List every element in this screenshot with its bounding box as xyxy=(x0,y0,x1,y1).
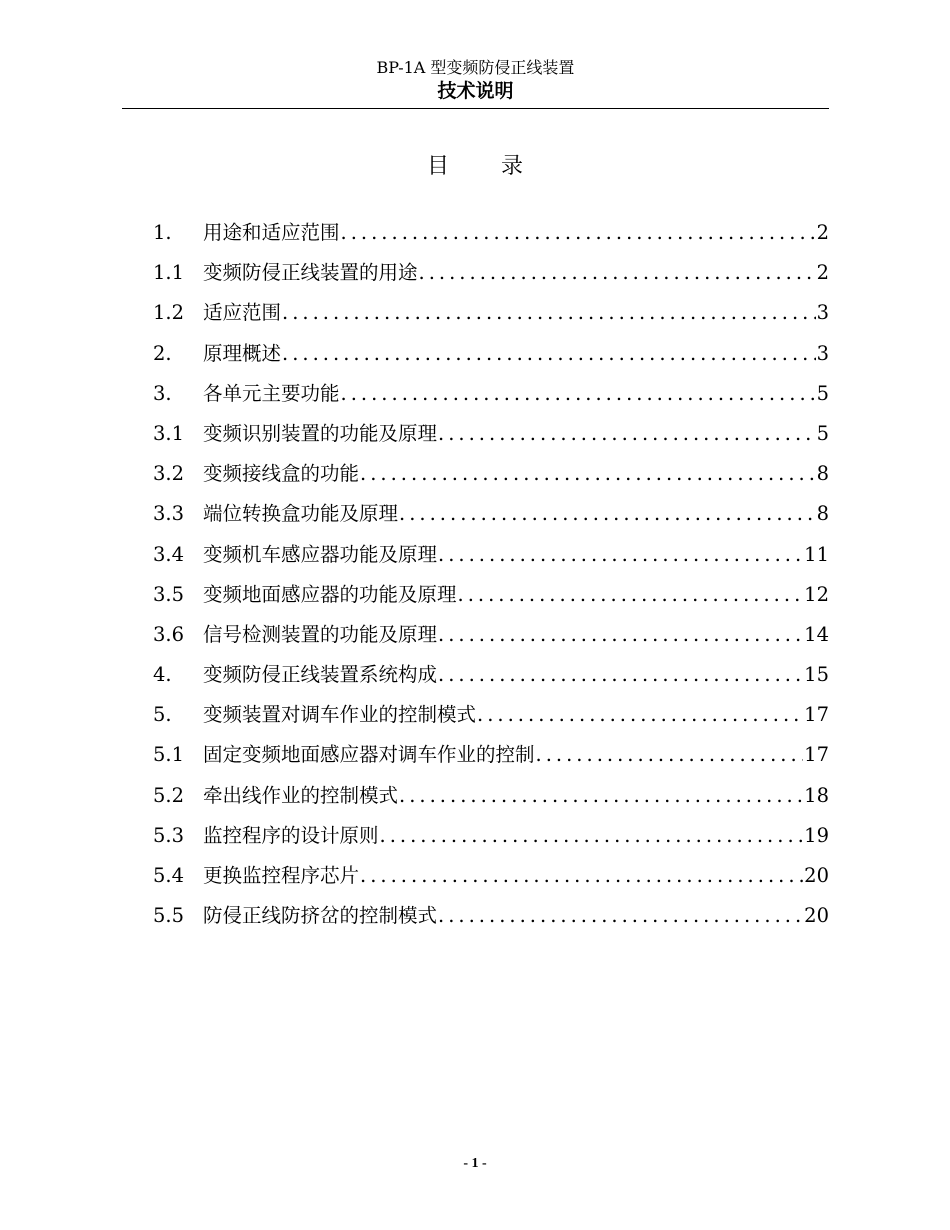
toc-entry-title: 更换监控程序芯片 xyxy=(203,864,360,887)
toc-entry-title: 变频接线盒的功能 xyxy=(203,462,360,486)
toc-dot-leader xyxy=(438,896,803,936)
toc-heading-part2: 录 xyxy=(501,154,524,179)
toc-entry-title: 各单元主要功能 xyxy=(203,381,340,405)
toc-entry[interactable] xyxy=(153,655,829,695)
header-title: 技术说明 xyxy=(437,80,514,102)
toc-entry[interactable] xyxy=(153,575,829,615)
toc-entry-page: 19 xyxy=(804,823,829,847)
toc-entry[interactable] xyxy=(153,494,829,534)
toc-entry[interactable] xyxy=(153,735,829,775)
toc-dot-leader xyxy=(438,414,816,454)
toc-heading xyxy=(0,152,950,182)
toc-entry-title: 变频防侵正线装置的用途 xyxy=(203,261,418,285)
toc-entry[interactable] xyxy=(153,334,829,374)
toc-entry-number: 5.5 xyxy=(153,904,185,928)
page-header xyxy=(122,58,829,104)
toc-entry-page: 17 xyxy=(804,743,829,767)
toc-entry-title: 变频地面感应器的功能及原理 xyxy=(203,582,457,606)
header-subtitle: BP-1A 型变频防侵正线装置 xyxy=(376,58,575,77)
toc-entry-title: 固定变频地面感应器对调车作业的控制 xyxy=(203,743,535,767)
toc-entry-number: 3.6 xyxy=(153,622,185,646)
toc-entry-page: 20 xyxy=(804,864,829,887)
toc-entry[interactable] xyxy=(153,776,829,816)
toc-entry-number: 1.2 xyxy=(153,301,185,325)
toc-entry-number: 2. xyxy=(153,341,172,365)
toc-entry-number: 1.1 xyxy=(153,261,185,285)
toc-dot-leader xyxy=(399,776,803,816)
toc-entry[interactable] xyxy=(153,253,829,293)
toc-entry[interactable] xyxy=(153,213,829,253)
toc-entry[interactable] xyxy=(153,816,829,856)
toc-entry-number: 5.3 xyxy=(153,823,185,847)
toc-entry-number: 1. xyxy=(153,221,172,244)
toc-entry[interactable] xyxy=(153,856,829,896)
toc-dot-leader xyxy=(419,253,816,293)
toc-dot-leader xyxy=(282,293,816,333)
toc-entry-page: 18 xyxy=(804,783,829,807)
toc-dot-leader xyxy=(458,575,804,615)
toc-entry[interactable] xyxy=(153,535,829,575)
toc-entry-number: 3.3 xyxy=(153,502,185,526)
toc-entry-number: 3. xyxy=(153,381,172,405)
toc-entry-title: 原理概述 xyxy=(203,341,282,365)
toc-dot-leader xyxy=(360,454,816,494)
toc-entry-page: 14 xyxy=(804,622,829,646)
toc-entry-number: 5.4 xyxy=(153,864,185,887)
toc-entry-number: 5.2 xyxy=(153,783,185,807)
toc-dot-leader xyxy=(282,334,816,374)
toc-dot-leader xyxy=(536,735,804,775)
toc-entry-number: 3.4 xyxy=(153,542,185,566)
toc-entry-page: 2 xyxy=(816,221,829,244)
toc-entry-title: 变频防侵正线装置系统构成 xyxy=(203,663,438,687)
toc-entry-title: 牵出线作业的控制模式 xyxy=(203,783,399,807)
page-number: - 1 - xyxy=(463,1156,487,1171)
toc-entry-page: 3 xyxy=(816,341,829,365)
toc-entry-number: 5. xyxy=(153,703,172,727)
toc-dot-leader xyxy=(438,615,803,655)
toc-entry-title: 用途和适应范围 xyxy=(203,221,340,244)
toc-entry[interactable] xyxy=(153,896,829,936)
toc-entry-title: 信号检测装置的功能及原理 xyxy=(203,622,438,646)
toc-entry-page: 5 xyxy=(816,381,829,405)
toc-dot-leader xyxy=(477,695,803,735)
toc-entry-page: 15 xyxy=(804,663,829,687)
toc-entry-number: 3.2 xyxy=(153,462,185,486)
toc-dot-leader xyxy=(341,213,816,253)
toc-entry-number: 5.1 xyxy=(153,743,185,767)
toc-dot-leader xyxy=(341,374,816,414)
toc-entry-page: 3 xyxy=(816,301,829,325)
toc-entry[interactable] xyxy=(153,695,829,735)
toc-entry-page: 12 xyxy=(804,582,829,606)
toc-entry-title: 变频识别装置的功能及原理 xyxy=(203,421,438,445)
toc-entry-number: 4. xyxy=(153,663,172,687)
toc-dot-leader xyxy=(380,816,804,856)
toc-dot-leader xyxy=(438,535,803,575)
toc-entry[interactable] xyxy=(153,414,829,454)
toc-entry-title: 监控程序的设计原则 xyxy=(203,823,379,847)
toc-entry-title: 变频机车感应器功能及原理 xyxy=(203,542,438,566)
toc-entry-page: 2 xyxy=(816,261,829,285)
toc-entry-title: 端位转换盒功能及原理 xyxy=(203,502,399,526)
toc-entry-title: 变频装置对调车作业的控制模式 xyxy=(203,703,477,727)
toc-dot-leader xyxy=(399,494,816,534)
header-divider xyxy=(122,108,829,109)
toc-entry[interactable] xyxy=(153,293,829,333)
toc-entry-page: 8 xyxy=(816,462,829,486)
toc-dot-leader xyxy=(438,655,803,695)
toc-entry-page: 11 xyxy=(804,542,829,566)
toc-entry-page: 5 xyxy=(816,421,829,445)
toc-heading-part1: 目 xyxy=(426,154,449,179)
toc-entry-number: 3.1 xyxy=(153,421,185,445)
toc-entry-page: 17 xyxy=(804,703,829,727)
toc-entry[interactable] xyxy=(153,615,829,655)
toc-entry-page: 8 xyxy=(816,502,829,526)
toc-entry-number: 3.5 xyxy=(153,582,185,606)
toc-entry-title: 防侵正线防挤岔的控制模式 xyxy=(203,904,438,928)
toc-dot-leader xyxy=(360,856,803,896)
toc-entry[interactable] xyxy=(153,374,829,414)
toc-entry-title: 适应范围 xyxy=(203,301,282,325)
toc-entry[interactable] xyxy=(153,454,829,494)
toc-list xyxy=(153,213,829,936)
toc-entry-page: 20 xyxy=(804,904,829,928)
